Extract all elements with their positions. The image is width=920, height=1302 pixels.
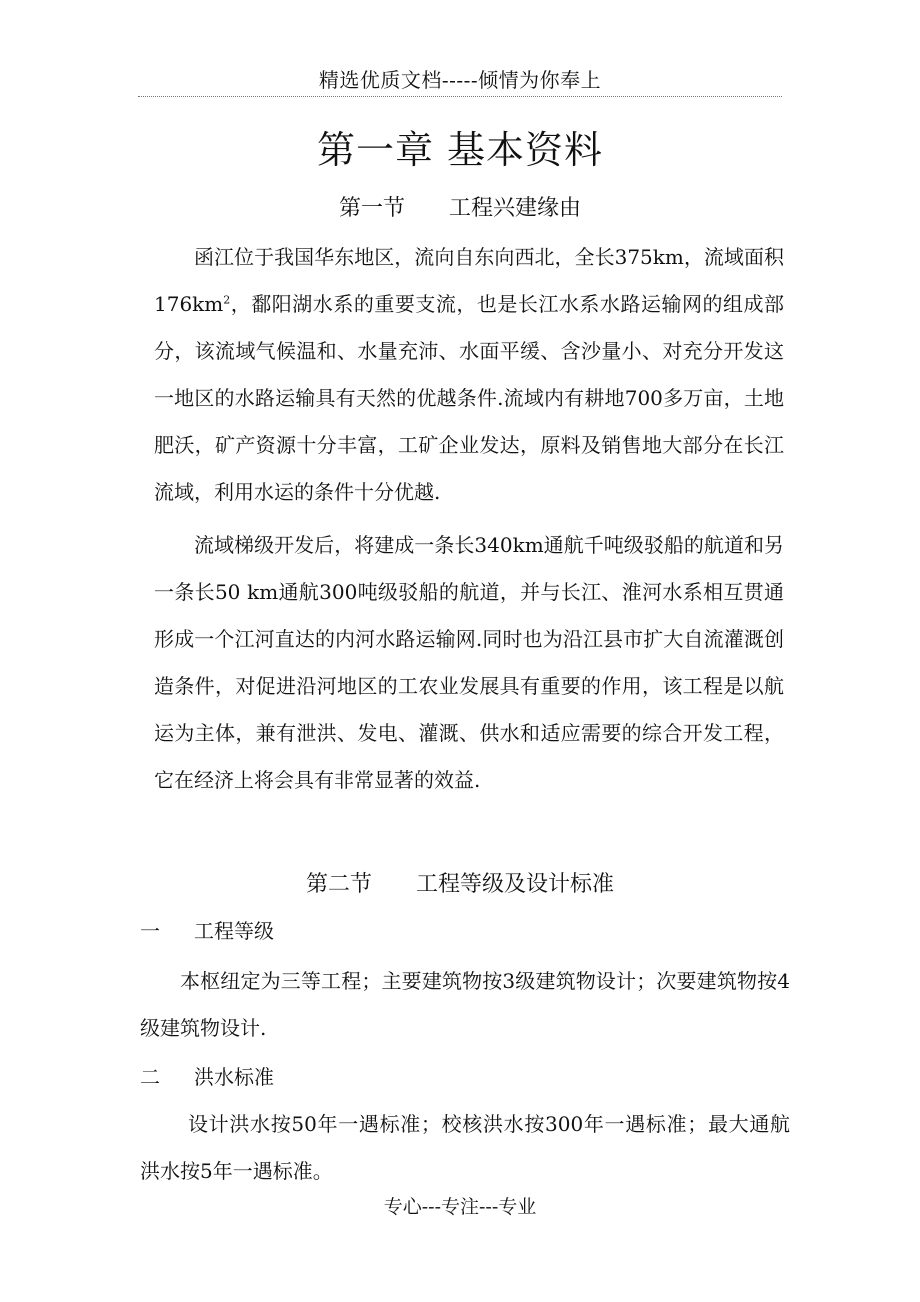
section-1-paragraph-1 [154,234,784,516]
section-2-number: 第二节 [305,872,372,897]
page-header: 精选优质文档-----倾情为你奉上 [318,68,602,92]
subheading-1-title: 工程等级 [194,919,274,943]
subheading-flood-standard [140,1062,274,1092]
paragraph-1-text-a: 函江位于我国华东地区，流向自东向西北，全长375km，流域面积176km [154,245,784,316]
header-divider [138,96,782,97]
page-footer: 专心---专注---专业 [383,1196,537,1218]
superscript-2: 2 [223,293,231,307]
section-1-number: 第一节 [338,196,405,221]
paragraph-1-text-b: ，鄱阳湖水系的重要支流，也是长江水系水路运输网的组成部分，该流域气候温和、水量充沛、水面平缓、含沙量小、对充分开发这一地区的水路运输具有天然的优越条件.流域内有耕地700多万亩，土地肥沃，矿产资源十分丰富，工矿企业发达，原料及销售地大部分在长江流域，利用水运的条件十分优越. [154,292,784,504]
section-1-paragraph-2: 流域梯级开发后，将建成一条长340km通航千吨级驳船的航道和另一条长50 km通航300吨级驳船的航道，并与长江、淮河水系相互贯通形成一个江河直达的内河水路运输网.同时也为沿江县市扩大自流灌溉创造条件，对促进沿河地区的工农业发展具有重要的作用，该工程是以航运为主体，兼有泄洪、发电、灌溉、供水和适应需要的综合开发工程，它在经济上将会具有非常显著的效益. [154,533,784,792]
subheading-1-number: 一 [140,919,160,943]
section-2-title: 工程等级及设计标准 [416,872,615,897]
subheading-project-grade [140,916,274,946]
section-1-heading [0,193,920,225]
chapter-title: 第一章 基本资料 [316,128,604,172]
flood-standard-paragraph: 设计洪水按50年一遇标准；校核洪水按300年一遇标准；最大通航洪水按5年一遇标准。 [140,1112,790,1183]
subheading-2-number: 二 [140,1065,160,1089]
section-2-heading [0,869,920,901]
subheading-2-title: 洪水标准 [194,1065,274,1089]
project-grade-paragraph: 本枢纽定为三等工程；主要建筑物按3级建筑物设计；次要建筑物按4级建筑物设计. [140,969,790,1040]
section-1-title: 工程兴建缘由 [449,196,582,221]
